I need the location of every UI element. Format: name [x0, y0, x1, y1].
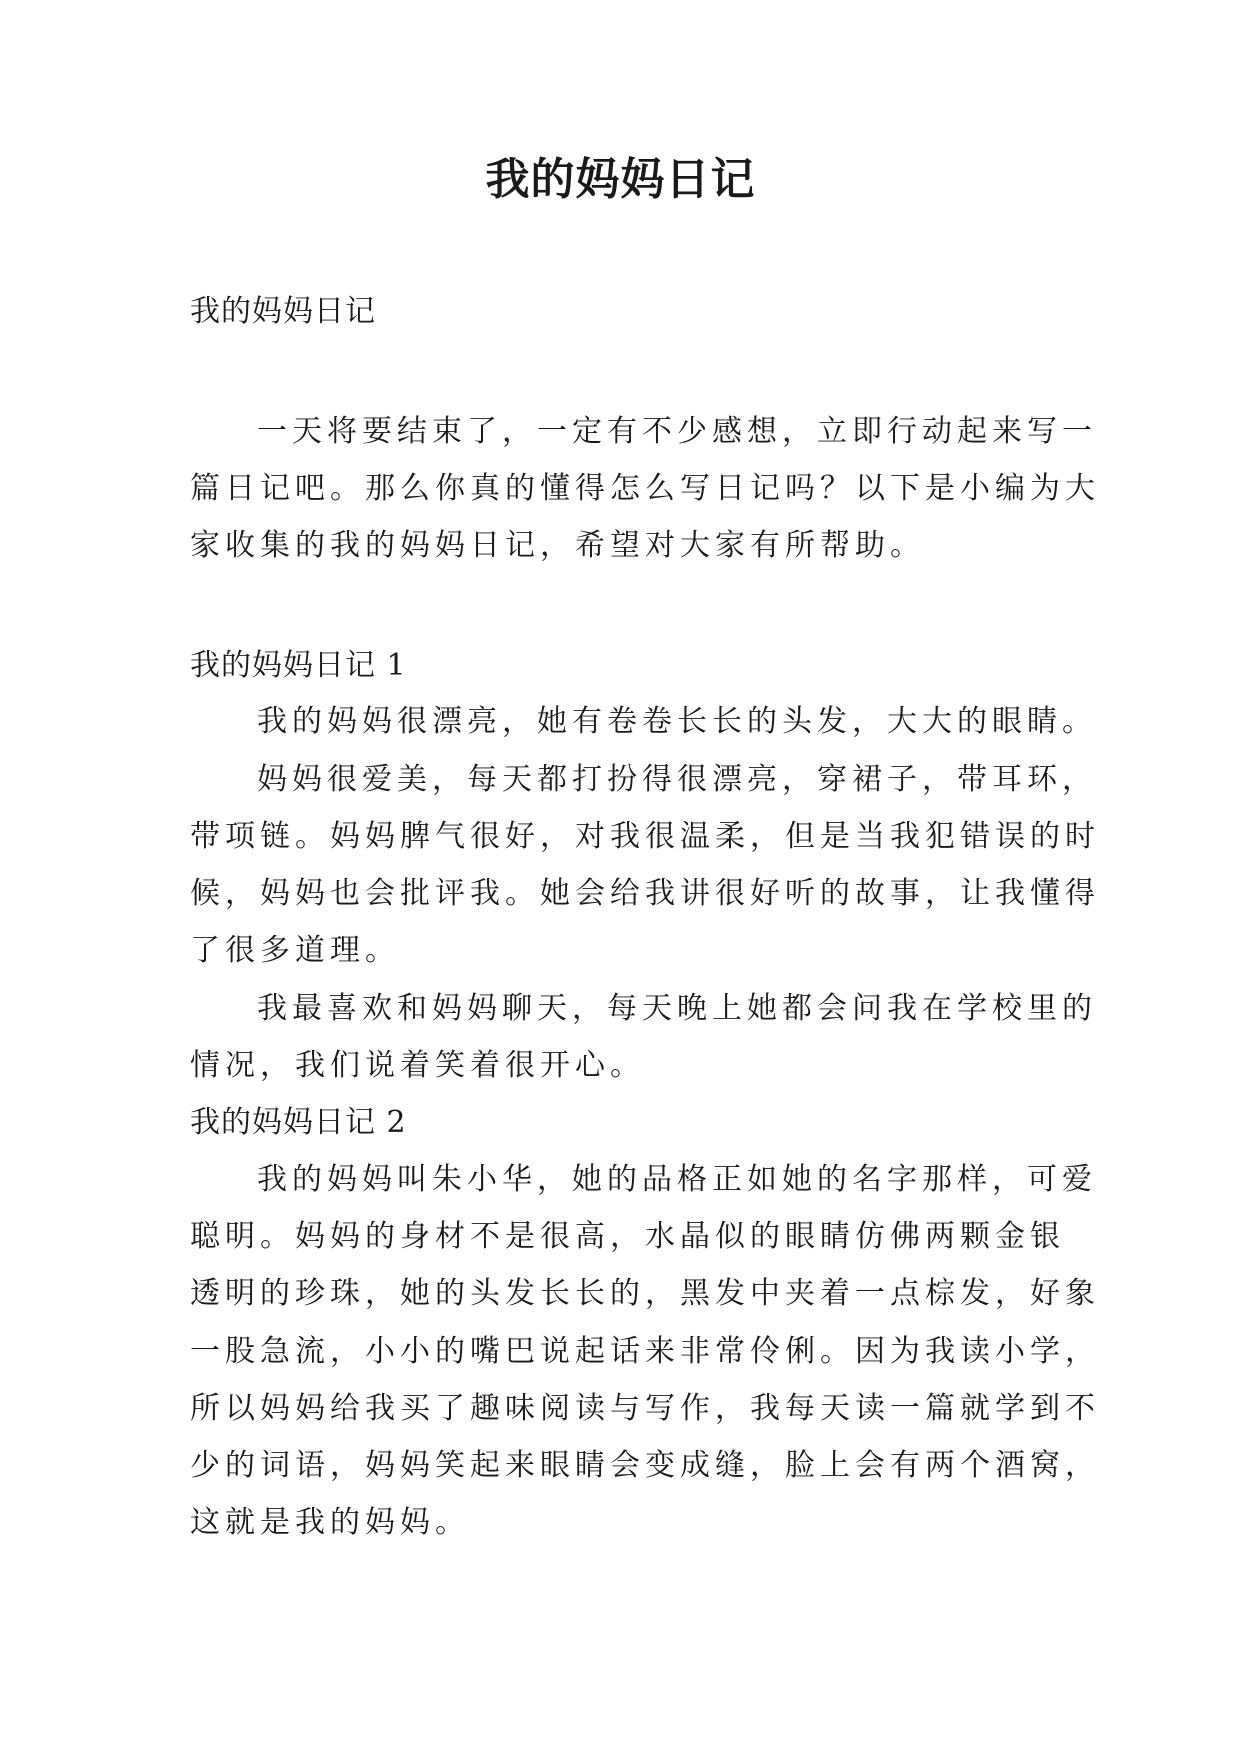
diary-1-line: 我最喜欢和妈妈聊天，每天晚上她都会问我在学校里的 [257, 991, 1097, 1026]
diary-1-line: 我的妈妈很漂亮，她有卷卷长长的头发，大大的眼睛。 [257, 704, 1097, 739]
diary-2-line: 所以妈妈给我买了趣味阅读与写作，我每天读一篇就学到不 [190, 1391, 1100, 1426]
diary-2-line: 一股急流，小小的嘴巴说起话来非常伶俐。因为我读小学， [190, 1334, 1100, 1369]
diary-2-line: 我的妈妈叫朱小华，她的品格正如她的名字那样，可爱 [257, 1162, 1097, 1197]
diary-2-line: 这就是我的妈妈。 [190, 1505, 470, 1540]
document-title: 我的妈妈日记 [485, 154, 756, 205]
diary-1-line: 情况，我们说着笑着很开心。 [190, 1048, 645, 1083]
intro-line: 篇日记吧。那么你真的懂得怎么写日记吗？以下是小编为大 [190, 471, 1100, 506]
diary-1-line: 带项链。妈妈脾气很好，对我很温柔，但是当我犯错误的时 [190, 819, 1100, 854]
diary-2-heading: 我的妈妈日记 2 [190, 1105, 407, 1140]
diary-1-line: 妈妈很爱美，每天都打扮得很漂亮，穿裙子，带耳环， [257, 762, 1097, 797]
intro-line: 一天将要结束了，一定有不少感想，立即行动起来写一 [257, 414, 1097, 449]
diary-2-line: 聪明。妈妈的身材不是很高，水晶似的眼睛仿佛两颗金银 [190, 1219, 1065, 1254]
diary-1-line: 候，妈妈也会批评我。她会给我讲很好听的故事，让我懂得 [190, 876, 1100, 911]
diary-2-line: 透明的珍珠，她的头发长长的，黑发中夹着一点棕发，好象 [190, 1276, 1100, 1311]
document-subtitle: 我的妈妈日记 [190, 294, 376, 329]
diary-2-line: 少的词语，妈妈笑起来眼睛会变成缝，脸上会有两个酒窝， [190, 1448, 1100, 1483]
diary-1-line: 了很多道理。 [190, 933, 400, 968]
intro-line: 家收集的我的妈妈日记，希望对大家有所帮助。 [190, 528, 925, 563]
diary-1-heading: 我的妈妈日记 1 [190, 648, 407, 683]
